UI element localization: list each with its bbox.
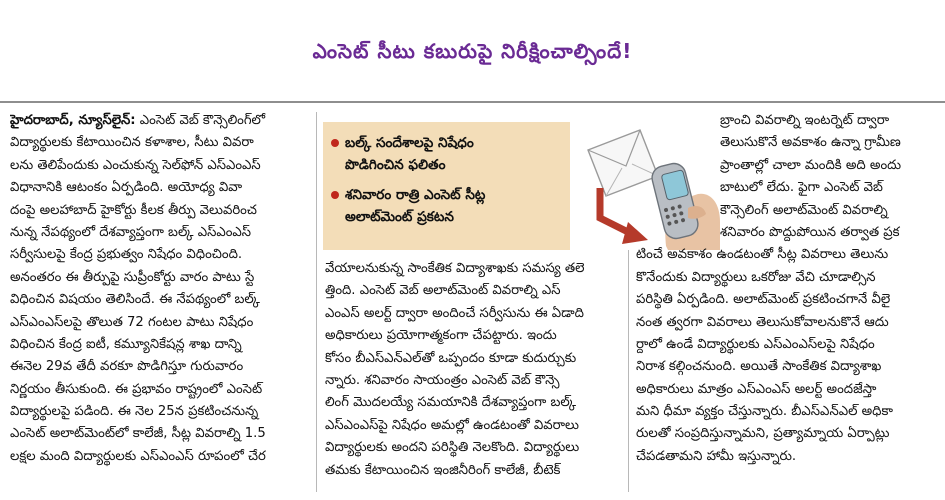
article-line: నిరాశ కల్గించనుంది. అయితే సాంకేతిక విద్యాశాఖ: [636, 359, 882, 375]
article-line: టించే అవకాశం ఉండటంతో సీట్ల వివరాలు తెలును: [636, 247, 889, 263]
article-line: లింగ్ మొదలయ్యే సమయానికి దేశవ్యాప్తంగా బల్క్: [325, 395, 576, 411]
article-line: విధించిన కేంద్ర ఐటీ, కమ్యూనికేషన్ల శాఖ దాన్ని: [10, 336, 242, 352]
article-line: మని ధీమా వ్యక్తం చేస్తున్నారు. బీఎస్ఎన్ఎల్ అధికా: [636, 404, 893, 420]
article-line: కౌన్సెలింగ్ అలాట్‌మెంట్ వివరాల్ని: [720, 202, 888, 218]
article-line: కోసం బీఎస్ఎన్‌ఎల్‌తో ఒప్పందం కూడా కుదుర్చుకు: [325, 350, 577, 366]
bullet-line: శనివారం రాత్రి ఎంసెట్ సీట్ల: [345, 187, 486, 203]
highlight-bullet: [331, 184, 565, 228]
article-line: పరిస్థితి ఏర్పడింది. అలాట్‌మెంట్ ప్రకటించగానే వీలై: [636, 292, 891, 308]
article-line: ఎస్ఎంఎస్‌లపై తొలుత 72 గంటల పాటు నిషేధం: [10, 314, 254, 330]
article-line: విద్యార్థులపై పడింది. ఈ నెల 25న ప్రకటించనున్న: [10, 404, 259, 420]
article-line: విధానానికి ఆటంకం ఏర్పడింది. అయోధ్య వివా: [10, 180, 243, 196]
article-line: సర్వీసులపై కేంద్ర ప్రభుత్వం నిషేధం విధించింది.: [10, 247, 243, 263]
article-line: ఈనెల 29వ తేదీ వరకూ పొడిగిస్తూ గురువారం: [10, 359, 244, 375]
article-line: ప్రాంతాల్లో చాలా మందికి అది అందు: [720, 157, 902, 173]
bullet-line: బల్క్ సందేశాలపై నిషేధం: [345, 135, 474, 151]
article-column-2: [325, 258, 620, 482]
article-column-1: [10, 110, 308, 468]
column-divider: [628, 250, 629, 492]
article-line: చేపడతామని హామీ ఇస్తున్నారు.: [636, 448, 797, 464]
article-line: రులతో సంప్రదిస్తున్నామని, ప్రత్యామ్నాయ ఏర్పాట్లు: [636, 426, 890, 442]
article-line: నిర్ణయం తీసుకుంది. ఈ ప్రభావం రాష్ట్రంలో ఎంసెట్: [10, 381, 263, 397]
bullet-dot-icon: [331, 191, 339, 199]
article-line: ఎంఎస్ అలర్ట్ ద్వారా అందించే సర్వీసును ఈ ఏడాది: [325, 305, 584, 321]
bullet-line: అలాట్‌మెంట్ ప్రకటన: [345, 209, 454, 225]
article-text: ఎంసెట్ వెబ్ కౌన్సెలింగ్‌లో: [135, 113, 266, 128]
article-line: తెలుసుకొనే అవకాశం ఉన్నా గ్రామీణ: [720, 135, 901, 151]
article-line: వేయాలనుకున్న సాంకేతిక విద్యాశాఖకు సమస్య తలె: [325, 261, 585, 276]
article-column-3: [636, 110, 936, 468]
article-line: విధించిన విషయం తెలిసిందే. ఈ నేపథ్యంలో బల్క్: [10, 292, 260, 308]
article-line: ఎంసెట్ అలాట్‌మెంట్‌లో కాలేజీ, సీట్ల వివరాల్ని 1.5: [10, 426, 266, 442]
article-line: [10, 110, 308, 132]
article-line: దంపై అలహాబాద్ హైకోర్టు కీలక తీర్పు వెలువరించ: [10, 202, 257, 218]
article-line: లక్షల మంది విద్యార్థులకు ఎస్ఎంఎస్ రూపంలో చేర: [10, 448, 266, 464]
article-line: న్నారు. శనివారం సాయంత్రం ఎంసెట్ వెబ్ కౌన్సె: [325, 372, 560, 388]
article-line: ర్దాలో ఉండే విద్యార్థులకు ఎస్ఎంఎస్‌లపై నిషేధం: [636, 336, 875, 352]
article-line: విద్యార్థులకు అందని పరిస్థితి నెలకొంది. విద్యార్థులు: [325, 440, 580, 456]
bullet-dot-icon: [331, 139, 339, 147]
article-line: విద్యార్థులకు కేటాయించిన కళాశాల, సీటు వివరా: [10, 135, 254, 151]
headline: ఎంసెట్ సీటు కబురుపై నిరీక్షించాల్సిందే!: [312, 39, 633, 63]
highlight-bullet: [331, 132, 565, 176]
article-line: నంత త్వరగా వివరాలు తెలుసుకోవాలనుకొనే ఆదు: [636, 314, 889, 330]
article-line: శనివారం పొద్దుపోయిన తర్వాత ప్రక: [720, 224, 900, 240]
article-line: త్తింది. ఎంసెట్ వెబ్ అలాట్‌మెంట్ వివరాల్ని ఎస్: [325, 283, 561, 299]
article-line: అధికారులు మాత్రం ఎస్ఎంఎస్ అలర్ట్ అందజేస్తా: [636, 381, 877, 397]
column-divider: [316, 112, 317, 492]
article-line: ఎస్ఎంఎస్‌పై నిషేధం అమల్లో ఉండటంతో వివరాలు: [325, 417, 579, 433]
highlight-panel: [323, 122, 570, 250]
article-line: తమకు కేటాయించిన ఇంజినీరింగ్ కాలేజీ, బీటెక్: [325, 462, 561, 478]
bullet-line: పొడిగించిన ఫలితం: [345, 157, 446, 173]
article-line: కొనేందుకు విద్యార్థులు ఒకరోజు వేచి చూడాల్సిన: [636, 269, 876, 285]
article-line: బాటులో లేదు. ఫైగా ఎంసెట్ వెబ్: [720, 180, 883, 196]
dateline: హైదరాబాద్, న్యూస్‌లైన్:: [10, 113, 136, 128]
article-line: బ్రాంచి వివరాల్ని ఇంటర్నెట్ ద్వారా: [720, 113, 890, 128]
article-line: లను తెలిపేందుకు ఎంచుకున్న సెల్‌ఫోన్ ఎస్ఎంఎస్: [10, 157, 261, 173]
headline-rule: [0, 101, 945, 103]
article-line: నున్న నేపథ్యంలో దేశవ్యాప్తంగా బల్క్ ఎస్ఎంఎస్: [10, 224, 252, 240]
article-line: అనంతరం ఈ తీర్పుపై సుప్రీంకోర్టు వారం పాటు స్టే: [10, 269, 255, 285]
article-line: అధికారులు ప్రయోగాత్మకంగా చేపట్టారు. ఇందు: [325, 328, 557, 344]
